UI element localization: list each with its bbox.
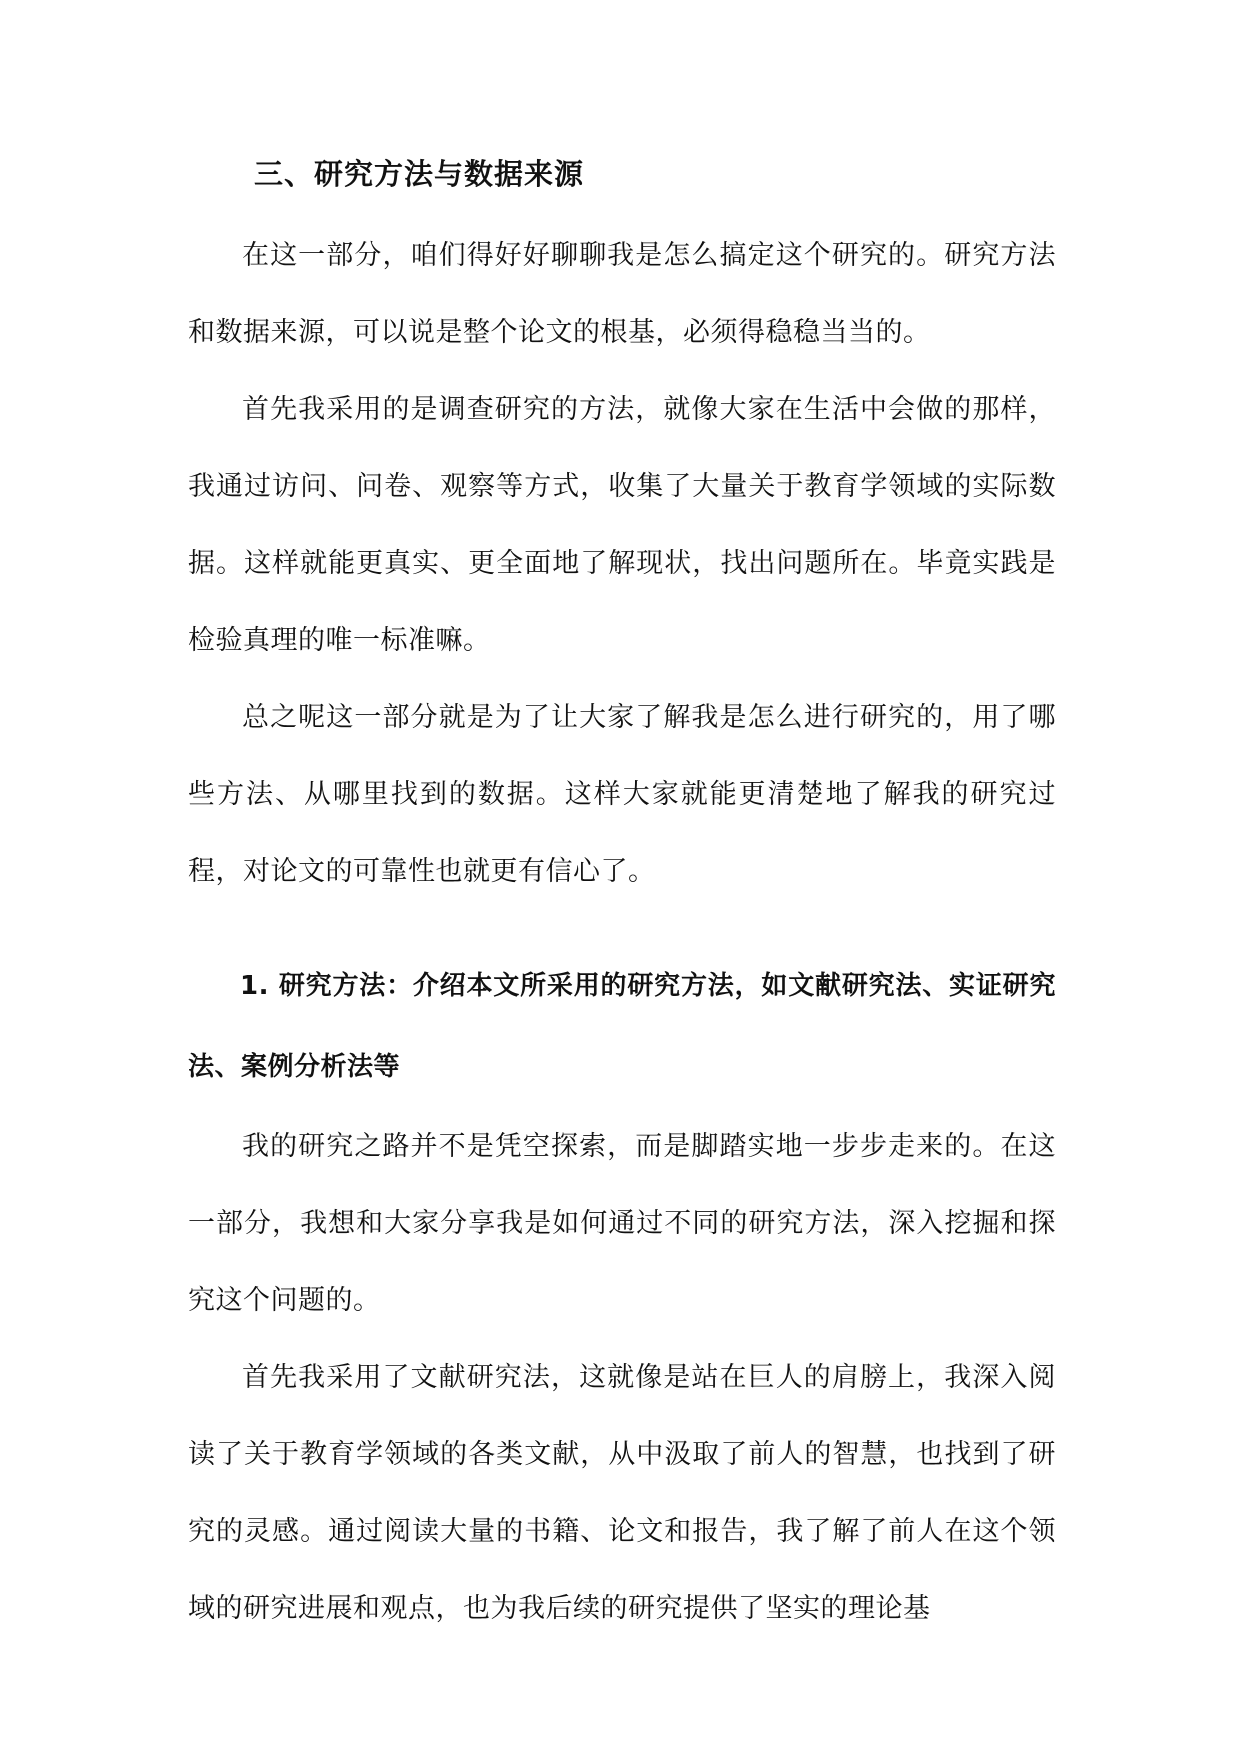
intro-paragraph-1: 在这一部分，咱们得好好聊聊我是怎么搞定这个研究的。研究方法和数据来源，可以说是整个论文的根基，必须得稳稳当当的。 [188, 240, 1056, 348]
intro-paragraph-2: 首先我采用的是调查研究的方法，就像大家在生活中会做的那样，我通过访问、问卷、观察等方式，收集了大量关于教育学领域的实际数据。这样就能更真实、更全面地了解现状，找出问题所在。毕竟实践是检验真理的唯一标准嘛。 [188, 394, 1056, 656]
sub-heading-research-methods: 1. 研究方法：介绍本文所采用的研究方法，如文献研究法、实证研究法、案例分析法等 [188, 971, 1056, 1082]
method-paragraph-1: 我的研究之路并不是凭空探索，而是脚踏实地一步步走来的。在这一部分，我想和大家分享我是如何通过不同的研究方法，深入挖掘和探究这个问题的。 [188, 1131, 1056, 1316]
intro-paragraph-3: 总之呢这一部分就是为了让大家了解我是怎么进行研究的，用了哪些方法、从哪里找到的数据。这样大家就能更清楚地了解我的研究过程，对论文的可靠性也就更有信心了。 [188, 702, 1056, 887]
document-body [188, 145, 1056, 1647]
method-paragraph-2: 首先我采用了文献研究法，这就像是站在巨人的肩膀上，我深入阅读了关于教育学领域的各类文献，从中汲取了前人的智慧，也找到了研究的灵感。通过阅读大量的书籍、论文和报告，我了解了前人在这个领域的研究进展和观点，也为我后续的研究提供了坚实的理论基 [188, 1362, 1056, 1624]
section-heading: 三、研究方法与数据来源 [254, 157, 585, 191]
